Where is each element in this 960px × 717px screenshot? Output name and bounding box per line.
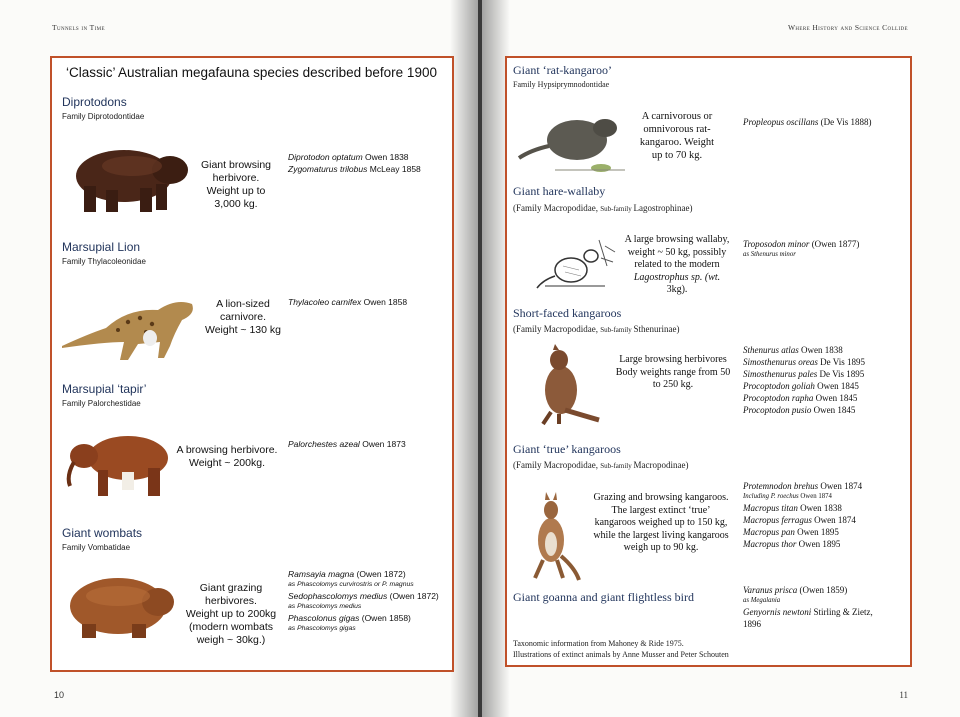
- species-rat-kangaroo: Propleopus oscillans (De Vis 1888): [743, 117, 872, 127]
- section-title-goanna-bird: Giant goanna and giant flightless bird: [513, 590, 694, 604]
- family-short-faced-kangaroos: (Family Macropodidae, Sub-family Sthenurinae): [513, 324, 680, 334]
- family-giant-wombats: Family Vombatidae: [62, 543, 131, 552]
- species-giant-hare-wallaby: Troposodon minor (Owen 1877) as Sthenurus minor: [743, 239, 860, 258]
- section-title-giant-wombats: Giant wombats: [62, 526, 143, 540]
- family-rat-kangaroo: Family Hypsiprymnodontidae: [513, 80, 610, 89]
- rat-kangaroo-illustration: [515, 110, 625, 180]
- species-diprotodons: Diprotodon optatum Owen 1838 Zygomaturus trilobus McLeay 1858: [288, 152, 421, 174]
- desc-marsupial-lion: A lion-sized carnivore. Weight ~ 130 kg: [205, 298, 281, 336]
- section-title-giant-hare-wallaby: Giant hare-wallaby: [513, 184, 606, 198]
- section-title-marsupial-lion: Marsupial Lion: [62, 240, 141, 254]
- page-number-right: 11: [899, 690, 908, 700]
- species-marsupial-tapir: Palorchestes azeal Owen 1873: [288, 439, 406, 449]
- page-number-left: 10: [54, 690, 65, 700]
- desc-rat-kangaroo: A carnivorous or omnivorous rat- kangaroo. Weight up to 70 kg.: [639, 111, 715, 161]
- giant-wombat-illustration: [60, 566, 180, 646]
- short-faced-kangaroo-illustration: [525, 344, 605, 426]
- family-diprotodons: Family Diprotodontidae: [62, 112, 145, 121]
- family-true-kangaroos: (Family Macropodidae, Sub-family Macropodinae): [513, 460, 689, 470]
- section-title-diprotodons: Diprotodons: [62, 95, 127, 109]
- species-true-kangaroos: Protemnodon brehus Owen 1874 Including P. roechus Owen 1874 Macropus titan Owen 1838 Macropus ferragus Owen 1874 Macropus pan Owen 1895 Macropus thor Owen 1895: [743, 481, 863, 549]
- species-short-faced-kangaroos: Sthenurus atlas Owen 1838 Simosthenurus oreas De Vis 1895 Simosthenurus pales De Vis 1895 Procoptodon goliah Owen 1845 Procoptodon rapha Owen 1845 Procoptodon pusio Owen 1845: [743, 345, 865, 415]
- palorchestes-illustration: [64, 426, 174, 506]
- marsupial-lion-illustration: [58, 284, 198, 364]
- running-head-right: Where History and Science Collide: [787, 23, 908, 32]
- running-head-left: Tunnels in Time: [52, 23, 105, 32]
- desc-marsupial-tapir: A browsing herbivore. Weight ~ 200kg.: [176, 444, 278, 469]
- true-kangaroo-illustration: [521, 492, 581, 582]
- left-page: [0, 0, 478, 717]
- desc-short-faced-kangaroos: Large browsing herbivores Body weights range from 50 to 250 kg.: [615, 354, 731, 390]
- section-title-rat-kangaroo: Giant ‘rat-kangaroo’: [513, 63, 612, 77]
- desc-giant-hare-wallaby: A large browsing wallaby, weight ~ 50 kg, possibly related to the modern Lagostrophus sp. (wt. 3kg).: [624, 234, 730, 295]
- desc-true-kangaroos: Grazing and browsing kangaroos. The largest extinct ‘true’ kangaroos weighed up to 150 kg, while the largest living kangaroos weigh up to 90 kg.: [593, 492, 729, 553]
- megafauna-table-right: [505, 56, 912, 667]
- desc-diprotodons: Giant browsing herbivore. Weight up to 3,000 kg.: [200, 159, 272, 210]
- footnotes: Taxonomic information from Mahoney & Ride 1975. Illustrations of extinct animals by Anne Musser and Peter Schouten: [513, 639, 729, 659]
- desc-giant-wombats: Giant grazing herbivores. Weight up to 200kg (modern wombats weigh ~ 30kg.): [185, 582, 277, 646]
- section-title-short-faced-kangaroos: Short-faced kangaroos: [513, 306, 622, 320]
- megafauna-table-left: [50, 56, 454, 672]
- species-giant-wombats: Ramsayia magna (Owen 1872) as Phascolomys curvirostris or P. magnus Sedophascolomys medius (Owen 1872) as Phascolomys medius Phascolonus gigas (Owen 1858) as Phascolomys gigas: [288, 569, 439, 632]
- table-title: ‘Classic’ Australian megafauna species described before 1900: [66, 65, 437, 80]
- section-title-marsupial-tapir: Marsupial ‘tapir’: [62, 382, 147, 396]
- right-page: [482, 0, 960, 717]
- species-goanna-bird: Varanus prisca (Owen 1859) as Megalania Genyornis newtoni Stirling & Zietz, 1896: [743, 585, 873, 629]
- wallaby-sketch-illustration: [535, 236, 619, 296]
- family-marsupial-lion: Family Thylacoleonidae: [62, 257, 146, 266]
- species-marsupial-lion: Thylacoleo carnifex Owen 1858: [288, 297, 408, 307]
- family-giant-hare-wallaby: (Family Macropodidae, Sub-family Lagostrophinae): [513, 203, 693, 213]
- family-marsupial-tapir: Family Palorchestidae: [62, 399, 141, 408]
- section-title-true-kangaroos: Giant ‘true’ kangaroos: [513, 442, 621, 456]
- diprotodon-illustration: [62, 138, 192, 218]
